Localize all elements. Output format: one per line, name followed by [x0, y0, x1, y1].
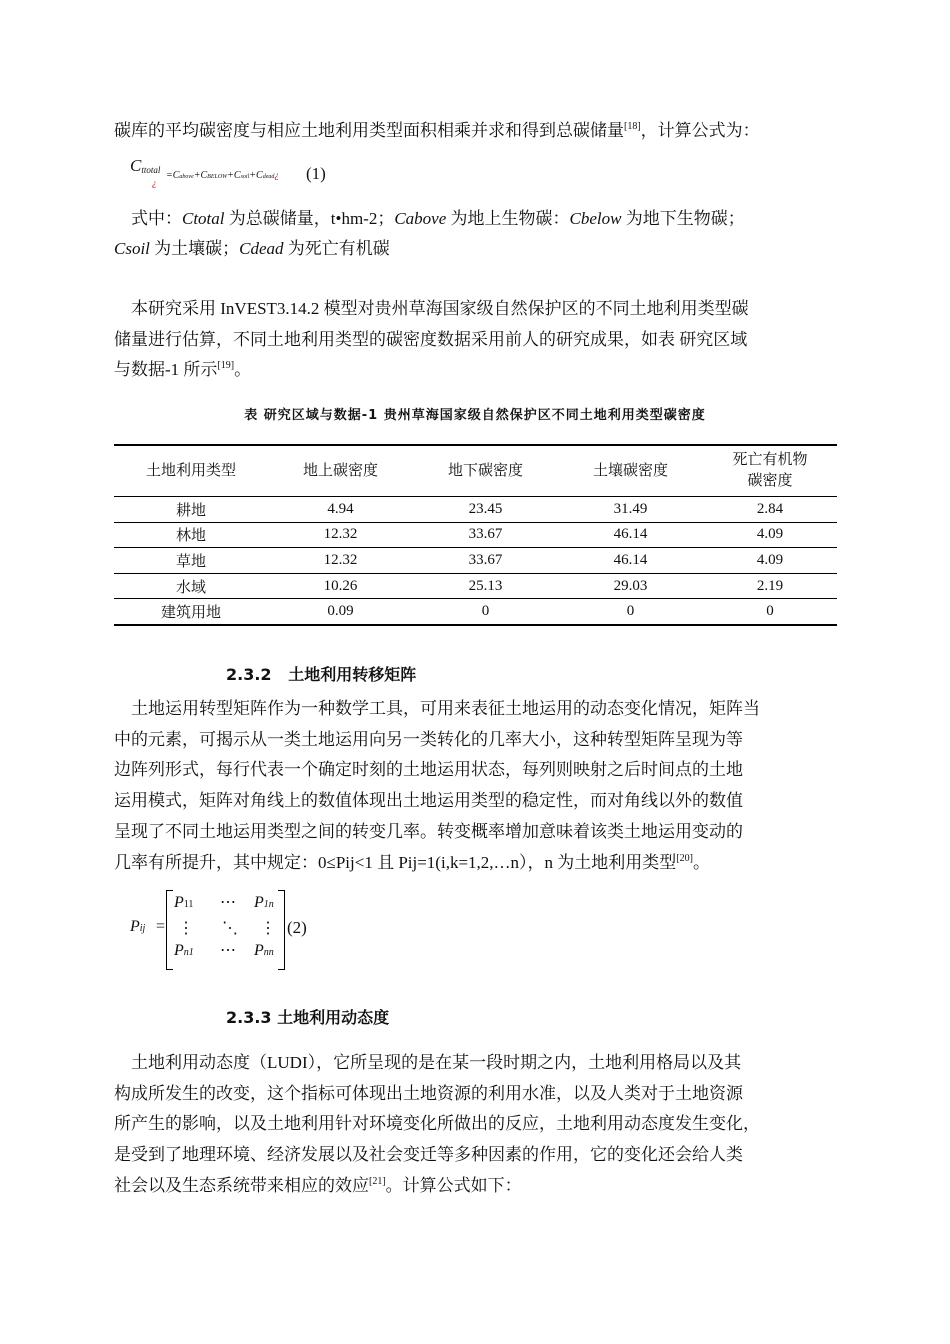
- para4-line1: 土地运用转型矩阵作为一种数学工具，可用来表征土地运用的动态变化情况，矩阵当: [131, 699, 760, 718]
- matrix-p1n: [254, 894, 274, 912]
- cell: 4.94: [268, 497, 413, 523]
- cell: 0: [703, 599, 837, 625]
- m13-sub: 1n: [263, 899, 274, 910]
- section-2-3-2-title: 土地利用转移矩阵: [288, 665, 417, 684]
- formula1-soil: soil: [240, 174, 250, 180]
- matrix-lhs-sub: ij: [139, 923, 146, 934]
- para5-text-end: 。计算公式如下：: [385, 1176, 522, 1195]
- cell: 0: [558, 599, 703, 625]
- matrix-pnn: [254, 942, 274, 960]
- header-landuse: 土地利用类型: [114, 445, 268, 497]
- table-row: [114, 497, 837, 523]
- para5-line4: 是受到了地理环境、经济发展以及社会变迁等多种因素的作用，它的变化还会给人类: [114, 1145, 743, 1164]
- para3-line1: 本研究采用 InVEST3.14.2 模型对贵州草海国家级自然保护区的不同土地利用类型碳: [131, 299, 749, 318]
- m31-sub: n1: [183, 947, 194, 958]
- para3-text-end: 。: [234, 360, 252, 379]
- formula1-below: BELOW: [207, 174, 228, 180]
- cell: 建筑用地: [114, 599, 268, 625]
- para4-text: 几率有所提升，其中规定：0≤Pij<1 且 Pij=1(i,k=1,2,…n），n 为土地利用类型: [114, 853, 677, 872]
- para4-line6: [114, 852, 710, 874]
- formula1-eq: =C: [166, 170, 180, 181]
- cell: 33.67: [413, 548, 558, 574]
- para5-line1: 土地利用动态度（LUDI），它所呈现的是在某一段时期之内，土地利用格局以及其: [131, 1053, 742, 1072]
- m13-p: P: [254, 894, 264, 911]
- left-bracket: [166, 890, 173, 970]
- para5-line5: [114, 1175, 522, 1197]
- table-header-row: [114, 445, 837, 497]
- citation-21: [21]: [369, 1176, 386, 1187]
- para4-line2: 中的元素，可揭示从一类土地运用向另一类转化的几率大小，这种转型矩阵呈现为等: [114, 730, 743, 749]
- section-2-3-2-heading: [226, 662, 416, 685]
- table-row: [114, 548, 837, 574]
- para4-text-end: 。: [692, 853, 710, 872]
- cell: 4.09: [703, 548, 837, 574]
- formula1-lhs-sub: ttotal: [141, 165, 161, 175]
- table-row: [114, 522, 837, 548]
- para2-line2: [114, 238, 390, 260]
- m33-p: P: [254, 942, 264, 959]
- table-caption: 表 研究区域与数据-1 贵州草海国家级自然保护区不同土地利用类型碳密度: [244, 408, 706, 423]
- section-2-3-3-heading: [226, 1005, 389, 1028]
- para5-line2: 构成所发生的改变，这个指标可体现出土地资源的利用水准，以及人类对于土地资源: [114, 1084, 743, 1103]
- cell: 10.26: [268, 573, 413, 599]
- para2-text-e: 为土壤碳；: [149, 239, 240, 258]
- m11-p: P: [174, 894, 184, 911]
- matrix-p11: [174, 894, 193, 912]
- para2-line1: [131, 208, 745, 230]
- para2-text-c: 为地上生物碳：: [446, 209, 570, 228]
- formula1-dead: dead: [262, 174, 275, 180]
- cell: 0: [413, 599, 558, 625]
- citation-20: [20]: [676, 853, 693, 864]
- matrix-hdots-bottom: ⋯: [220, 942, 236, 959]
- matrix-vdots-right: ⋮: [260, 920, 276, 937]
- m33-sub: nn: [263, 947, 274, 958]
- matrix-lhs-p: P: [130, 918, 140, 935]
- formula1-end-mark: ¿: [274, 170, 279, 180]
- formula1-plus2: +C: [227, 170, 241, 181]
- matrix-ddots: ⋱: [222, 920, 238, 937]
- matrix-pn1: [174, 942, 194, 960]
- para1-text-end: ，计算公式为：: [640, 121, 760, 140]
- var-ctotal: Ctotal: [182, 209, 225, 228]
- cell: 46.14: [558, 548, 703, 574]
- header-dead-line2: 碳密度: [747, 473, 793, 489]
- header-below: 地下碳密度: [413, 445, 558, 497]
- header-dead: [703, 445, 837, 497]
- para4-line4: 运用模式，矩阵对角线上的数值体现出土地运用类型的稳定性，而对角线以外的数值: [114, 791, 743, 810]
- cell: 23.45: [413, 497, 558, 523]
- cell: 草地: [114, 548, 268, 574]
- var-cdead: Cdead: [239, 239, 284, 258]
- citation-19: [19]: [217, 360, 235, 371]
- cell: 0.09: [268, 599, 413, 625]
- var-cbelow: Cbelow: [569, 209, 622, 228]
- cell: 2.84: [703, 497, 837, 523]
- formula2-number: (2): [287, 918, 307, 937]
- para3-text: 与数据-1 所示: [114, 360, 218, 379]
- matrix-lhs: [130, 918, 145, 936]
- section-2-3-2-number: 2.3.2: [226, 665, 272, 684]
- section-2-3-3-number: 2.3.3: [226, 1008, 272, 1027]
- para2-text-b: 为总碳储量，t•hm-2；: [224, 209, 395, 228]
- formula1-lhs: C: [130, 156, 142, 175]
- cell: 33.67: [413, 522, 558, 548]
- cell: 4.09: [703, 522, 837, 548]
- formula1-number: (1): [306, 164, 326, 183]
- table-row: [114, 599, 837, 625]
- carbon-density-table: [114, 444, 837, 626]
- formula1-above: above: [179, 174, 194, 180]
- para5-text: 社会以及生态系统带来相应的效应: [114, 1176, 369, 1195]
- cell: 12.32: [268, 522, 413, 548]
- cell: 水域: [114, 573, 268, 599]
- matrix-eq: =: [156, 918, 166, 935]
- para4-line3: 边阵列形式，每行代表一个确定时刻的土地运用状态，每列则映射之后时间点的土地: [114, 760, 743, 779]
- right-bracket: [278, 890, 285, 970]
- formula1-mark: ¿: [152, 178, 157, 188]
- header-soil: 土壤碳密度: [558, 445, 703, 497]
- cell: 31.49: [558, 497, 703, 523]
- cell: 12.32: [268, 548, 413, 574]
- matrix-vdots-left: ⋮: [178, 920, 194, 937]
- para2-text-a: 式中：: [131, 209, 182, 228]
- para2-text-f: 为死亡有机碳: [283, 239, 390, 258]
- m31-p: P: [174, 942, 184, 959]
- para3-line2: 储量进行估算，不同土地利用类型的碳密度数据采用前人的研究成果，如表 研究区域: [114, 330, 748, 349]
- para1-text: 碳库的平均碳密度与相应土地利用类型面积相乘并求和得到总碳储量: [114, 121, 624, 140]
- formula-1: [130, 156, 160, 176]
- var-cabove: Cabove: [394, 209, 447, 228]
- cell: 25.13: [413, 573, 558, 599]
- section-2-3-3-title: 土地利用动态度: [277, 1008, 390, 1027]
- table-row: [114, 573, 837, 599]
- cell: 46.14: [558, 522, 703, 548]
- var-csoil: Csoil: [114, 239, 150, 258]
- para5-line3: 所产生的影响，以及土地利用针对环境变化所做出的反应，土地利用动态度发生变化，: [114, 1114, 760, 1133]
- para1-line1: [114, 120, 760, 142]
- citation-18: [18]: [624, 121, 641, 132]
- formula1-plus3: +C: [249, 170, 263, 181]
- cell: 林地: [114, 522, 268, 548]
- formula-2-matrix: [130, 888, 320, 972]
- cell: 2.19: [703, 573, 837, 599]
- formula1-plus1: +C: [193, 170, 208, 181]
- table-body: [114, 497, 837, 625]
- para2-text-d: 为地下生物碳；: [621, 209, 745, 228]
- header-dead-line1: 死亡有机物: [732, 452, 808, 468]
- para3-line3: [114, 359, 251, 381]
- matrix-hdots-top: ⋯: [220, 894, 236, 911]
- cell: 耕地: [114, 497, 268, 523]
- header-above: 地上碳密度: [268, 445, 413, 497]
- para4-line5: 呈现了不同土地运用类型之间的转变几率。转变概率增加意味着该类土地运用变动的: [114, 822, 743, 841]
- m11-sub: 11: [183, 899, 194, 910]
- cell: 29.03: [558, 573, 703, 599]
- formula1-rhs: [166, 170, 279, 181]
